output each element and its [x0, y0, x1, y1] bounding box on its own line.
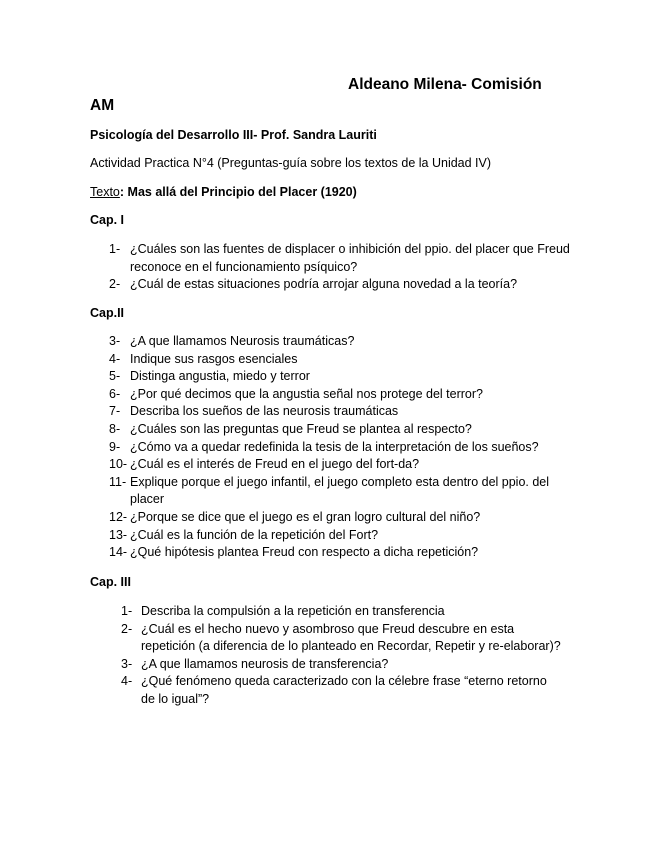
question-item	[0, 421, 655, 439]
question-item	[0, 403, 655, 421]
question-item	[0, 276, 655, 294]
question-text: ¿Cuáles son las preguntas que Freud se plantea al respecto?	[130, 421, 472, 436]
question-text: ¿Por qué decimos que la angustia señal nos protege del terror?	[130, 386, 483, 401]
question-text: ¿Cuáles son las fuentes de displacer o inhibición del ppio. del placer que Freud reconoce en el funcionamiento psíquico?	[130, 242, 570, 274]
cap2-question-list	[0, 333, 655, 562]
question-text: ¿Qué hipótesis plantea Freud con respecto a dicha repetición?	[130, 545, 479, 560]
question-number: 6-	[109, 386, 121, 401]
question-number: 2-	[109, 277, 121, 292]
question-text: ¿Cuál es el interés de Freud en el juego del fort-da?	[130, 457, 420, 472]
question-number: 14-	[109, 545, 128, 560]
text-label: Texto	[90, 185, 120, 199]
question-item	[0, 351, 655, 369]
question-item	[0, 333, 655, 351]
question-item	[0, 456, 655, 474]
question-number: 3-	[109, 334, 121, 348]
question-text: ¿Cuál es el hecho nuevo y asombroso que Freud descubre en esta repetición (a diferencia de lo planteado en Recordar, Repetir y re-elaborar)?	[141, 621, 561, 654]
course-title: Psicología del Desarrollo III- Prof. Sandra Lauriti	[90, 128, 377, 142]
question-item	[0, 386, 655, 404]
author-line: Aldeano Milena- Comisión	[348, 76, 542, 93]
question-number: 4-	[121, 674, 133, 689]
question-number: 10-	[109, 457, 128, 472]
question-number: 13-	[109, 527, 128, 542]
question-item	[0, 656, 655, 674]
question-text: Indique sus rasgos esenciales	[130, 351, 298, 366]
question-text: ¿Cuál es la función de la repetición del Fort?	[130, 527, 379, 542]
cap3-heading: Cap. III	[90, 575, 131, 589]
question-text: Distinga angustia, miedo y terror	[130, 369, 310, 384]
question-item	[0, 509, 655, 527]
cap2-heading: Cap.II	[90, 306, 125, 320]
question-number: 8-	[109, 421, 121, 436]
question-number: 11-	[109, 474, 127, 489]
cap1-heading: Cap. I	[90, 213, 125, 227]
question-item	[0, 439, 655, 457]
question-number: 2-	[121, 621, 133, 636]
question-text: ¿A que llamamos neurosis de transferencia?	[141, 656, 389, 671]
question-item	[0, 603, 655, 621]
question-number: 5-	[109, 369, 121, 384]
question-number: 1-	[109, 242, 121, 256]
question-item	[0, 544, 655, 562]
question-text: ¿Cuál de estas situaciones podría arrojar alguna novedad a la teoría?	[130, 277, 518, 292]
question-item	[0, 474, 655, 509]
question-number: 3-	[121, 656, 133, 671]
question-item	[0, 527, 655, 545]
question-number: 9-	[109, 439, 121, 454]
cap3-question-list	[0, 603, 655, 709]
question-number: 12-	[109, 509, 128, 524]
question-text: ¿Porque se dice que el juego es el gran logro cultural del niño?	[130, 509, 481, 524]
question-number: 1-	[121, 604, 133, 618]
question-item	[0, 673, 655, 708]
question-text: Explique porque el juego infantil, el juego completo esta dentro del ppio. del placer	[130, 474, 550, 507]
question-number: 4-	[109, 351, 121, 366]
question-item	[0, 368, 655, 386]
question-text: ¿Qué fenómeno queda caracterizado con la célebre frase “eterno retorno de lo igual”?	[141, 674, 547, 706]
activity-title: Actividad Practica N°4 (Preguntas-guía sobre los textos de la Unidad IV)	[90, 156, 492, 170]
text-reference	[90, 185, 357, 199]
cap1-question-list	[0, 241, 655, 294]
question-number: 7-	[109, 404, 121, 419]
author-line-continuation: AM	[90, 97, 115, 114]
question-text: ¿Cómo va a quedar redefinida la tesis de la interpretación de los sueños?	[130, 439, 539, 454]
question-item	[0, 241, 655, 276]
question-text: ¿A que llamamos Neurosis traumáticas?	[130, 334, 355, 348]
text-title: : Mas allá del Principio del Placer (1920)	[119, 185, 357, 199]
question-item	[0, 621, 655, 656]
question-text: Describa los sueños de las neurosis traumáticas	[130, 404, 399, 419]
question-text: Describa la compulsión a la repetición en transferencia	[141, 604, 445, 618]
